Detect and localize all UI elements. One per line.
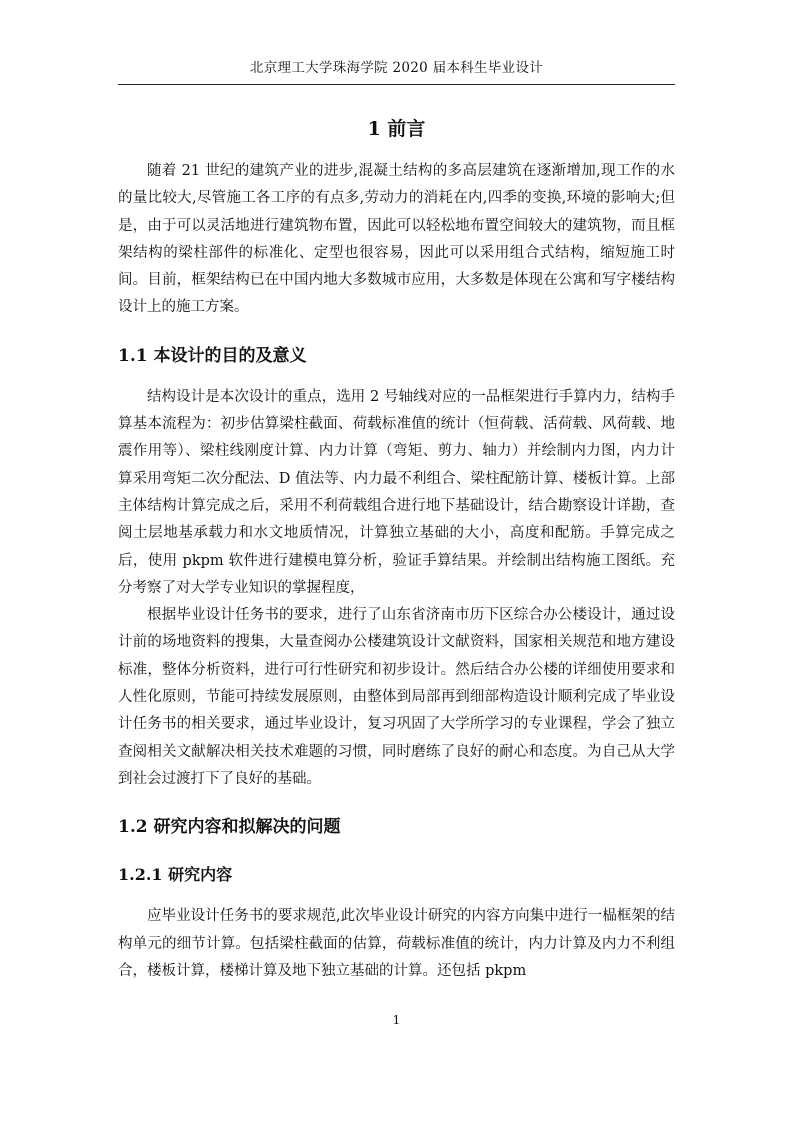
subsection-title-research-content: 1.2.1 研究内容 [118,865,233,885]
research-content-paragraph: 应毕业设计任务书的要求规范,此次毕业设计研究的内容方向集中进行一榀框架的结构单元的细节计算。包括梁柱截面的估算，荷载标准值的统计，内力计算及内力不利组合，楼板计算，楼梯计算及地下独立基础的计算。还包括 pkpm [118,908,675,979]
chapter-title: 1 前言 [367,118,426,140]
document-body [118,114,675,985]
page-header: 北京理工大学珠海学院 2020 届本科生毕业设计 [249,60,544,76]
section-title-research: 1.2 研究内容和拟解决的问题 [118,817,341,838]
section-title-purpose: 1.1 本设计的目的及意义 [118,345,307,366]
purpose-paragraph-1: 结构设计是本次设计的重点，选用 2 号轴线对应的一品框架进行手算内力，结构手算基本流程为：初步估算梁柱截面、荷载标准值的统计（恒荷载、活荷载、风荷载、地震作用等）、梁柱线刚度计算、内力计算（弯矩、剪力、轴力）并绘制内力图，内力计算采用弯矩二次分配法、D 值法等、内力最不利组合、梁柱配筋计算、楼板计算。上部主体结构计算完成之后，采用不利荷载组合进行地下基础设计，结合勘察设计详勘，查阅土层地基承载力和水文地质情况，计算独立基础的大小，高度和配筋。手算完成之后，使用 pkpm 软件进行建模电算分析，验证手算结果。并绘制出结构施工图纸。充分考察了对大学专业知识的掌握程度， [118,388,675,596]
page-number: 1 [392,1013,401,1027]
header-divider [118,84,675,85]
purpose-paragraph-2: 根据毕业设计任务书的要求，进行了山东省济南市历下区综合办公楼设计，通过设计前的场地资料的搜集，大量查阅办公楼建筑设计文献资料，国家相关规范和地方建设标准，整体分析资料，进行可行性研究和初步设计。然后结合办公楼的详细使用要求和人性化原则，节能可持续发展原则，由整体到局部再到细部构造设计顺利完成了毕业设计任务书的相关要求，通过毕业设计，复习巩固了大学所学习的专业课程，学会了独立查阅相关文献解决相关技术难题的习惯，同时磨练了良好的耐心和态度。为自己从大学到社会过渡打下了良好的基础。 [118,607,675,787]
preface-paragraph: 随着 21 世纪的建筑产业的进步,混凝土结构的多高层建筑在逐渐增加,现工作的水的量比较大,尽管施工各工序的有点多,劳动力的消耗在内,四季的变换,环境的影响大;但是，由于可以灵活地进行建筑物布置，因此可以轻松地布置空间较大的建筑物，而且框架结构的梁柱部件的标准化、定型也很容易，因此可以采用组合式结构，缩短施工时间。目前，框架结构已在中国内地大多数城市应用，大多数是体现在公寓和写字楼结构设计上的施工方案。 [118,163,675,316]
